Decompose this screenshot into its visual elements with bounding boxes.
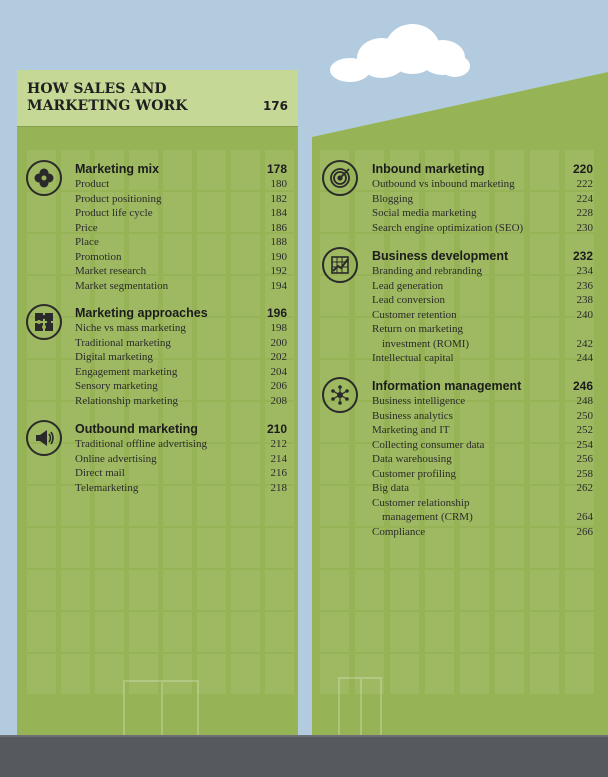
building-window (95, 654, 124, 694)
entry-page-number: 214 (270, 452, 287, 465)
megaphone-icon (26, 420, 62, 456)
building-window (27, 192, 56, 232)
building-window (27, 360, 56, 400)
entry-page-number: 236 (576, 279, 593, 292)
building-window (320, 612, 349, 652)
building-window (355, 570, 384, 610)
building-window (425, 612, 454, 652)
chapter-page-number: 176 (262, 99, 288, 113)
entry-page-number: 218 (270, 481, 287, 494)
entry-page-number: 180 (270, 178, 287, 190)
entry-page-number: 204 (270, 365, 287, 378)
entry-page-number: 240 (576, 308, 593, 321)
contents-entry: Market segmentation (75, 279, 169, 292)
building-window (495, 444, 524, 484)
contents-entry: Digital marketing (75, 351, 153, 363)
building-window (460, 402, 489, 442)
building-window (163, 234, 192, 274)
building-window (27, 234, 56, 274)
building-window (129, 570, 158, 610)
building-window (495, 486, 524, 526)
building-window (565, 612, 594, 652)
contents-entry: Business analytics (372, 409, 453, 422)
contents-entry: Engagement marketing (75, 365, 178, 378)
target-icon (322, 160, 358, 196)
building-window (320, 570, 349, 610)
contents-entry: Product (75, 178, 110, 190)
contents-entry: Return on marketing (372, 323, 464, 335)
contents-entry: Online advertising (75, 452, 157, 465)
building-window (530, 570, 559, 610)
entry-page-number: 208 (270, 394, 287, 407)
contents-entry: investment (ROMI) (382, 337, 470, 350)
building-window (320, 318, 349, 358)
building-window (425, 528, 454, 568)
entry-page-number: 182 (270, 192, 287, 205)
contents-entry: Direct mail (75, 467, 125, 479)
entry-page-number: 186 (270, 221, 287, 234)
section-page-number: 210 (266, 422, 287, 436)
building-window (163, 654, 192, 694)
building-window (163, 486, 192, 526)
contents-entry: Social media marketing (372, 207, 477, 219)
building-window (95, 528, 124, 568)
entry-page-number: 216 (270, 467, 287, 479)
building-window (95, 612, 124, 652)
building-window (320, 528, 349, 568)
entry-page-number: 244 (576, 352, 593, 364)
contents-entry: Price (75, 221, 98, 234)
building-window (197, 528, 226, 568)
entry-page-number: 242 (576, 337, 593, 350)
building-window (320, 654, 349, 694)
building-window (197, 318, 226, 358)
entry-page-number: 264 (576, 511, 593, 523)
contents-entry: Market research (75, 265, 147, 277)
building-window (390, 654, 419, 694)
building-window (231, 654, 260, 694)
contents-entry: Promotion (75, 250, 122, 263)
entry-page-number: 254 (576, 438, 593, 451)
contents-entry: Branding and rebranding (372, 265, 482, 277)
building-window (495, 318, 524, 358)
entry-page-number: 222 (576, 178, 593, 190)
section-page-number: 220 (572, 162, 593, 176)
building-window (27, 528, 56, 568)
building-window (61, 528, 90, 568)
contents-entry: Intellectual capital (372, 352, 454, 364)
building-window (565, 654, 594, 694)
building-window (460, 528, 489, 568)
contents-entry: Relationship marketing (75, 394, 178, 407)
contents-entry: Traditional marketing (75, 336, 171, 349)
building-window (495, 654, 524, 694)
contents-entry: Customer relationship (372, 496, 470, 509)
contents-entry: Outbound vs inbound marketing (372, 178, 515, 190)
building-window (163, 192, 192, 232)
building-window (27, 654, 56, 694)
entry-page-number: 228 (576, 207, 593, 219)
section-title: Information management (372, 379, 522, 393)
contents-entry: management (CRM) (382, 511, 473, 523)
entry-page-number: 190 (270, 250, 287, 263)
building-window (197, 570, 226, 610)
entry-page-number: 266 (576, 525, 593, 538)
contents-entry: Business intelligence (372, 395, 466, 407)
building-window (565, 570, 594, 610)
building-window (355, 654, 384, 694)
building-window (530, 612, 559, 652)
contents-entry: Lead conversion (372, 294, 445, 306)
ground (0, 737, 608, 777)
contents-entry: Search engine optimization (SEO) (372, 221, 524, 234)
building-window (320, 486, 349, 526)
building-window (495, 612, 524, 652)
contents-entry: Data warehousing (372, 453, 452, 465)
section-title: Marketing approaches (75, 306, 208, 320)
entry-page-number: 184 (270, 207, 287, 219)
building-window (95, 570, 124, 610)
entry-page-number: 192 (270, 265, 287, 277)
building-window (27, 612, 56, 652)
building-window (320, 444, 349, 484)
building-window (265, 654, 294, 694)
contents-entry: Blogging (372, 192, 413, 205)
building-window (129, 528, 158, 568)
entry-page-number: 250 (576, 409, 593, 422)
building-window (197, 612, 226, 652)
entry-page-number: 248 (576, 395, 593, 407)
building-window (390, 570, 419, 610)
entry-page-number: 212 (270, 438, 287, 450)
contents-entry: Telemarketing (75, 481, 139, 494)
building-window (197, 402, 226, 442)
section-title: Marketing mix (75, 162, 160, 176)
puzzle-icon (26, 304, 62, 340)
entry-page-number: 252 (576, 424, 593, 436)
building-window (265, 570, 294, 610)
entry-page-number: 230 (576, 221, 593, 234)
building-window (530, 654, 559, 694)
section-page-number: 246 (572, 379, 593, 393)
entry-page-number: 198 (270, 322, 287, 334)
building-window (460, 276, 489, 316)
building-window (197, 150, 226, 190)
building-window (61, 612, 90, 652)
building-window (425, 654, 454, 694)
growth-chart-icon (322, 247, 358, 283)
building-window (27, 570, 56, 610)
contents-entry: Big data (372, 482, 409, 494)
contents-entry: Traditional offline advertising (75, 438, 207, 450)
section-page-number: 232 (572, 249, 593, 263)
building-window (495, 570, 524, 610)
entry-page-number: 262 (576, 482, 593, 494)
contents-entry: Collecting consumer data (372, 438, 485, 451)
contents-entry: Sensory marketing (75, 380, 158, 392)
contents-entry: Lead generation (372, 279, 444, 292)
building-window (460, 654, 489, 694)
entry-page-number: 258 (576, 467, 593, 480)
building-window (231, 570, 260, 610)
section-page-number: 178 (266, 162, 287, 176)
building-window (460, 570, 489, 610)
building-window (163, 150, 192, 190)
building-window (129, 612, 158, 652)
network-icon (322, 377, 358, 413)
building-window (231, 528, 260, 568)
building-window (495, 402, 524, 442)
entry-page-number: 200 (270, 336, 287, 349)
entry-page-number: 188 (270, 236, 287, 248)
contents-entry: Place (75, 236, 99, 248)
building-window (197, 192, 226, 232)
contents-entry: Compliance (372, 525, 426, 538)
chapter-title: HOW SALES AND MARKETING WORK (27, 81, 188, 114)
contents-entry: Product life cycle (75, 207, 153, 219)
building-window (265, 528, 294, 568)
building-window (320, 192, 349, 232)
building-window (197, 486, 226, 526)
building-window (163, 528, 192, 568)
entry-page-number: 238 (576, 294, 593, 306)
building-window (197, 654, 226, 694)
entry-page-number: 194 (270, 279, 287, 292)
contents-entry: Product positioning (75, 192, 162, 205)
flower-pattern-icon (26, 160, 62, 196)
contents-entry: Marketing and IT (372, 424, 450, 436)
building-window (197, 234, 226, 274)
building-window (495, 528, 524, 568)
building-window (163, 570, 192, 610)
entry-page-number: 234 (576, 265, 593, 277)
entry-page-number: 206 (270, 380, 287, 392)
building-window (129, 654, 158, 694)
building-window (460, 612, 489, 652)
contents-entry: Customer retention (372, 308, 457, 321)
section-title: Outbound marketing (75, 422, 198, 436)
section-title: Inbound marketing (372, 162, 485, 176)
entry-page-number: 224 (576, 192, 593, 205)
building-window (495, 276, 524, 316)
building-window (355, 612, 384, 652)
section-title: Business development (372, 249, 509, 263)
building-window (61, 654, 90, 694)
contents-entry: Niche vs mass marketing (75, 322, 186, 334)
building-window (27, 486, 56, 526)
entry-page-number: 202 (270, 351, 287, 363)
contents-entry: Customer profiling (372, 467, 457, 480)
building-window (390, 612, 419, 652)
building-window (231, 612, 260, 652)
building-window (265, 612, 294, 652)
building-window (197, 360, 226, 400)
building-window (61, 570, 90, 610)
section-page-number: 196 (266, 306, 287, 320)
building-window (163, 612, 192, 652)
entry-page-number: 256 (576, 453, 593, 465)
building-window (425, 570, 454, 610)
chapter-header (17, 70, 298, 127)
